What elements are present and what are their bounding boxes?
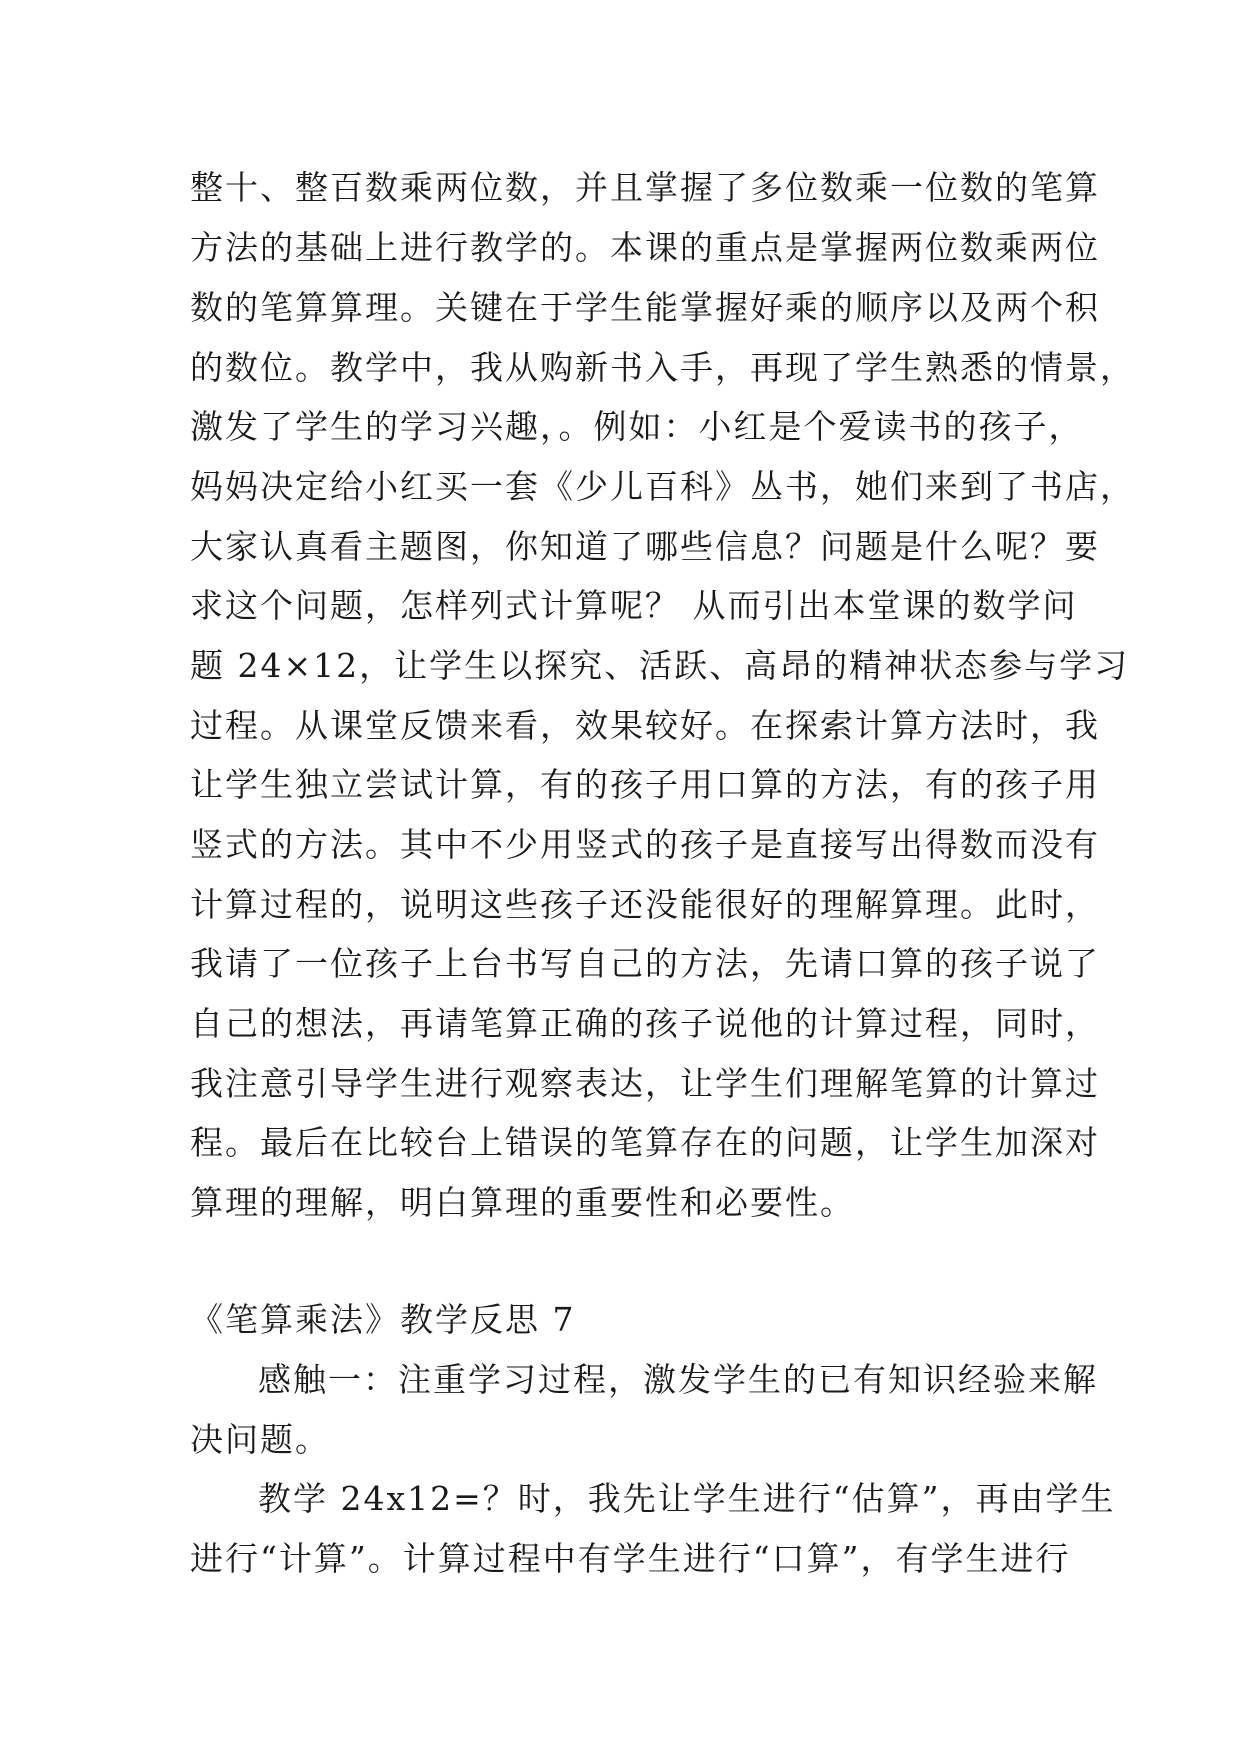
text-line: 求这个问题，怎样列式计算呢？ 从而引出本堂课的数学问 [190,586,1078,625]
text-line: 计算过程的，说明这些孩子还没能很好的理解算理。此时， [190,885,1100,924]
text-line: 程。最后在比较台上错误的笔算存在的问题，让学生加深对 [190,1123,1100,1162]
text-line: 进行“计算”。计算过程中有学生进行“口算”，有学生进行 [190,1539,1071,1578]
text-line: 我请了一位孩子上台书写自己的方法，先请口算的孩子说了 [190,944,1100,983]
text-line: 过程。从课堂反馈来看，效果较好。在探索计算方法时，我 [190,706,1100,745]
text-line: 教学 24x12=？时，我先让学生进行“估算”，再由学生 [258,1479,1116,1518]
text-line: 方法的基础上进行教学的。本课的重点是掌握两位数乘两位 [190,228,1100,267]
text-line: 题 24×12，让学生以探究、活跃、高昂的精神状态参与学习 [190,646,1130,685]
text-line: 妈妈决定给小红买一套《少儿百科》丛书，她们来到了书店， [190,467,1135,506]
text-line: 的数位。教学中，我从购新书入手，再现了学生熟悉的情景， [190,348,1135,387]
text-line: 数的笔算算理。关键在于学生能掌握好乘的顺序以及两个积 [190,288,1100,327]
text-line: 大家认真看主题图，你知道了哪些信息？问题是什么呢？要 [190,527,1100,566]
text-line: 整十、整百数乘两位数，并且掌握了多位数乘一位数的笔算 [190,168,1100,207]
text-line: 感触一：注重学习过程，激发学生的已有知识经验来解 [258,1360,1098,1399]
text-line: 竖式的方法。其中不少用竖式的孩子是直接写出得数而没有 [190,825,1100,864]
section-title: 《笔算乘法》教学反思 7 [190,1300,576,1339]
text-line: 激发了学生的学习兴趣，。例如：小红是个爱读书的孩子， [190,407,1084,446]
text-line: 自己的想法，再请笔算正确的孩子说他的计算过程，同时， [190,1004,1100,1043]
text-line: 我注意引导学生进行观察表达，让学生们理解笔算的计算过 [190,1064,1100,1103]
text-line: 算理的理解，明白算理的重要性和必要性。 [190,1183,855,1222]
text-line: 决问题。 [190,1420,330,1459]
text-line: 让学生独立尝试计算，有的孩子用口算的方法，有的孩子用 [190,765,1100,804]
